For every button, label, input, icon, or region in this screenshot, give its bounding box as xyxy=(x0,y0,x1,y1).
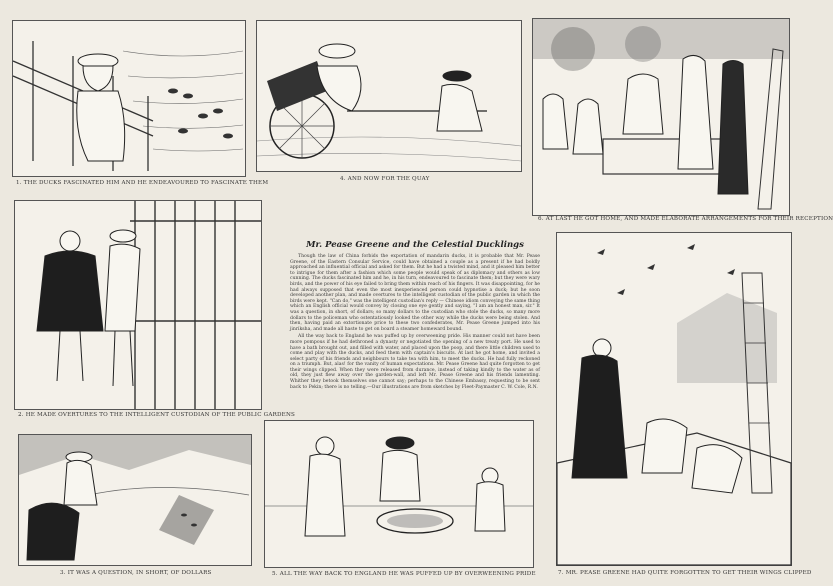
illustration-man-watching-ducks xyxy=(13,21,245,176)
article-paragraph-2: All the way back to England he was puffed up by overweening pride. His manner could not have been more pompous if he had dethroned a dynasty or negotiated the opening of a new treaty port. He used to have a bath brought out, and filled with water, and placed upon the poop, and there little children used to come and play with the ducks, and feed them with captain's biscuits. At last he got home, and invited a select party of his friends and neighbours to take tea with him, to meet the ducks. He had fully reckoned on a triumph. But, alas! for the vanity of human expectations. Mr. Pease Greene had quite forgotten to get their wings clipped. When they were released from durance, instead of taking kindly to the water as of old, they just flew away over the garden-wall, and left Mr. Pease Greene and his friends lamenting. Whither they betook themselves one cannot say; perhaps to the Chinese Embassy, requesting to be sent back to Pekin; there is no telling.—Our illustrations are from sketches by Fleet-Paymaster C. W. Cole, R.N. xyxy=(290,334,540,390)
panel-1-ducks-fascination xyxy=(12,20,246,177)
panel-4-quay xyxy=(256,20,522,172)
panel-6-reception xyxy=(532,18,790,216)
panel-7-caption: 7. MR. PEASE GREENE HAD QUITE FORGOTTEN TO GET THEIR WINGS CLIPPED xyxy=(558,570,812,576)
panel-5-voyage-home xyxy=(264,420,534,568)
article-title: Mr. Pease Greene and the Celestial Ducklings xyxy=(306,240,524,250)
panel-4-caption: 4. AND NOW FOR THE QUAY xyxy=(340,176,430,182)
panel-3-caption: 3. IT WAS A QUESTION, IN SHORT, OF DOLLARS xyxy=(60,570,212,576)
illustration-garden-party xyxy=(533,19,789,215)
illustration-jinriksha-ride xyxy=(257,21,521,171)
panel-6-caption: 6. AT LAST HE GOT HOME, AND MADE ELABORATE ARRANGEMENTS FOR THEIR RECEPTION xyxy=(538,216,833,222)
illustration-counting-dollars xyxy=(19,435,251,565)
panel-2-caption: 2. HE MADE OVERTURES TO THE INTELLIGENT CUSTODIAN OF THE PUBLIC GARDENS xyxy=(18,412,296,418)
panel-3-dollars xyxy=(18,434,252,566)
panel-7-wings-clipped xyxy=(556,232,792,566)
illustration-custodian-at-gate xyxy=(15,201,261,409)
panel-1-caption: 1. THE DUCKS FASCINATED HIM AND HE ENDEAVOURED TO FASCINATE THEM xyxy=(16,180,269,186)
panel-2-custodian xyxy=(14,200,262,410)
illustration-ducks-flying-away xyxy=(557,233,791,565)
panel-5-caption: 5. ALL THE WAY BACK TO ENGLAND HE WAS PUFFED UP BY OVERWEENING PRIDE xyxy=(272,571,536,577)
illustration-ducks-in-bath xyxy=(265,421,533,567)
article-paragraph-1: Though the law of China forbids the exportation of mandarin ducks, it is probable that Mr. Pease Greene, of the Eastern Consular Service, could have obtained a couple as a present if he had boldly approached an influential official and asked for them. But he had a twisted mind, and it pleased him better to intrigue for them after a fashion which some people would speak of as diplomacy and others as low cunning. The ducks fascinated him and he, in his turn, endeavoured to fascinate them; but they were wary birds, and the power of his eye failed to bring them within reach of his fingers. It was disappointing, for he had always supposed that even the most inexperienced person could hypnotise a duck; but he soon developed another plan, and made overtures to the intelligent custodian of the public garden in which the birds were kept. "Can do," was the intelligent custodian's reply — Chinese idiom conveying the same thing which an English official would convey by closing one eye gently and saying, "I am an honest man, sir." It was a question, in short, of dollars; so many dollars to the custodian who stole the ducks, so many more dollars to the policeman who ostentatiously looked the other way while the ducks were being stolen. And then, having paid an extortionate price to these two confederates, Mr. Pease Greene jumped into his jinriksha, and made all haste to get on board a steamer homeward bound. xyxy=(290,254,540,332)
